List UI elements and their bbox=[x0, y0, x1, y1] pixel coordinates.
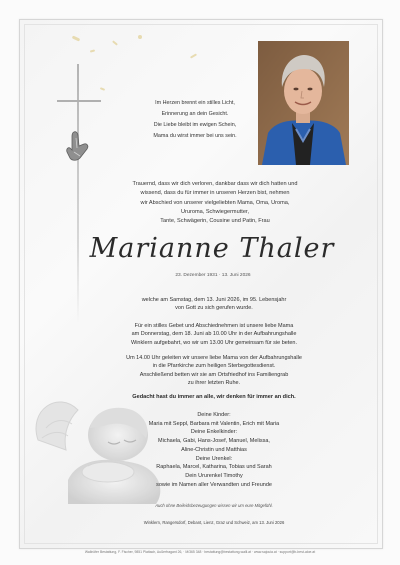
obituary-card bbox=[19, 19, 383, 549]
footer-imprint: Wallnöfer Bestattung, F. Fischer, 9851 Plattach, Außerfragant 26, · M/365 348 · bestattung@bestattung-walli.at · www.sajouia.at · support@b-best-aloe.at bbox=[84, 550, 316, 554]
funeral-line: Anschließend betten wir sie am Ortsfriedhof ins Familiengrab bbox=[139, 371, 289, 378]
prayer-line: Für ein stilles Gebet und Abschiednehmen ist unsere liebe Mama bbox=[134, 323, 294, 329]
prayer-line: am Donnerstag, dem 18. Juni ab 10.00 Uhr in der Aufbahrungshalle bbox=[131, 331, 297, 338]
funeral-line: Um 14.00 Uhr geleiten wir unsere liebe Mama von der Aufbahrungshalle bbox=[126, 355, 302, 361]
mourners-line: Deine Urenkel: bbox=[195, 455, 233, 462]
deceased-name: Marianne Thaler bbox=[89, 233, 335, 264]
mourners-line: Deine Enkelkinder: bbox=[190, 429, 238, 436]
intro-line: Trauernd, dass wir dich verloren, dankbar dass wir dich hatten und bbox=[132, 181, 298, 187]
intro-line: Ururoma, Schwiegermutter, bbox=[180, 208, 250, 215]
mourners-line: Raphaela, Marcel, Katharina, Tobias und Sarah bbox=[156, 464, 272, 471]
praying-hands-icon bbox=[64, 130, 94, 164]
no-condolence-note: Auch ohne Beileidsbezeugungen wissen wir um eure Mitgefühl. bbox=[155, 503, 273, 508]
thanks-line: Gedacht hast du immer an alle, wir denken für immer an dich. bbox=[132, 394, 296, 400]
poem-line: Erinnerung an dein Gesicht. bbox=[161, 111, 229, 117]
intro-line: Tante, Schwägerin, Cousine und Patin, Frau bbox=[160, 218, 270, 225]
intro-line: wir Abschied von unserer vielgeliebten Mama, Oma, Uroma, bbox=[140, 199, 290, 206]
portrait-photo bbox=[258, 41, 349, 165]
funeral-line: in die Pfarrkirche zum heiligen Sterbegottesdienst. bbox=[152, 363, 276, 370]
cross-icon bbox=[77, 64, 79, 324]
intro-line: wissend, dass du für immer in unseren Herzen bist, nehmen bbox=[140, 190, 290, 197]
cross-bar bbox=[57, 100, 101, 102]
mourners-line: Aline-Christin und Matthias bbox=[181, 446, 247, 453]
mourners-line: Maria mit Seppl, Barbara mit Valentin, Erich mit Maria bbox=[148, 420, 280, 427]
poem-line: Die Liebe bleibt im ewigen Schein, bbox=[153, 122, 237, 128]
death-notice bbox=[116, 296, 312, 313]
death-line: von Gott zu sich gerufen wurde. bbox=[175, 305, 253, 312]
funeral-line: zu ihrer letzten Ruhe. bbox=[187, 380, 241, 387]
prayer-line: Winklern aufgebahrt, wo wir um 13.00 Uhr gemeinsam für sie beten. bbox=[131, 339, 297, 346]
mourners-line: sowie im Namen aller Verwandten und Freunde bbox=[156, 481, 272, 488]
mourners-line: Michaela, Gabi, Hans-Josef, Manuel, Melissa, bbox=[158, 438, 270, 445]
poem-line: Mama du wirst immer bei uns sein. bbox=[153, 133, 237, 139]
poem bbox=[130, 98, 260, 142]
portrait-illustration bbox=[258, 41, 349, 165]
intro-text bbox=[120, 180, 310, 226]
gold-fleck bbox=[138, 35, 142, 39]
prayer-notice bbox=[116, 322, 312, 347]
place-date: Winklern, Rangersdorf, Debant, Lienz, Graz und Schweiz, am 13. Juni 2026 bbox=[143, 520, 285, 525]
death-line: welche am Samstag, dem 13. Juni 2026, im 95. Lebensjahr bbox=[141, 297, 287, 303]
mourners-line: Dein Ururenkel Timothy bbox=[185, 472, 243, 479]
mourners-list bbox=[116, 411, 312, 489]
poem-line: Im Herzen brennt ein stilles Licht, bbox=[155, 100, 235, 106]
mourners-line: Deine Kinder: bbox=[197, 412, 231, 418]
life-dates: 23. Dezember 1931 · 13. Juni 2026 bbox=[175, 273, 251, 278]
